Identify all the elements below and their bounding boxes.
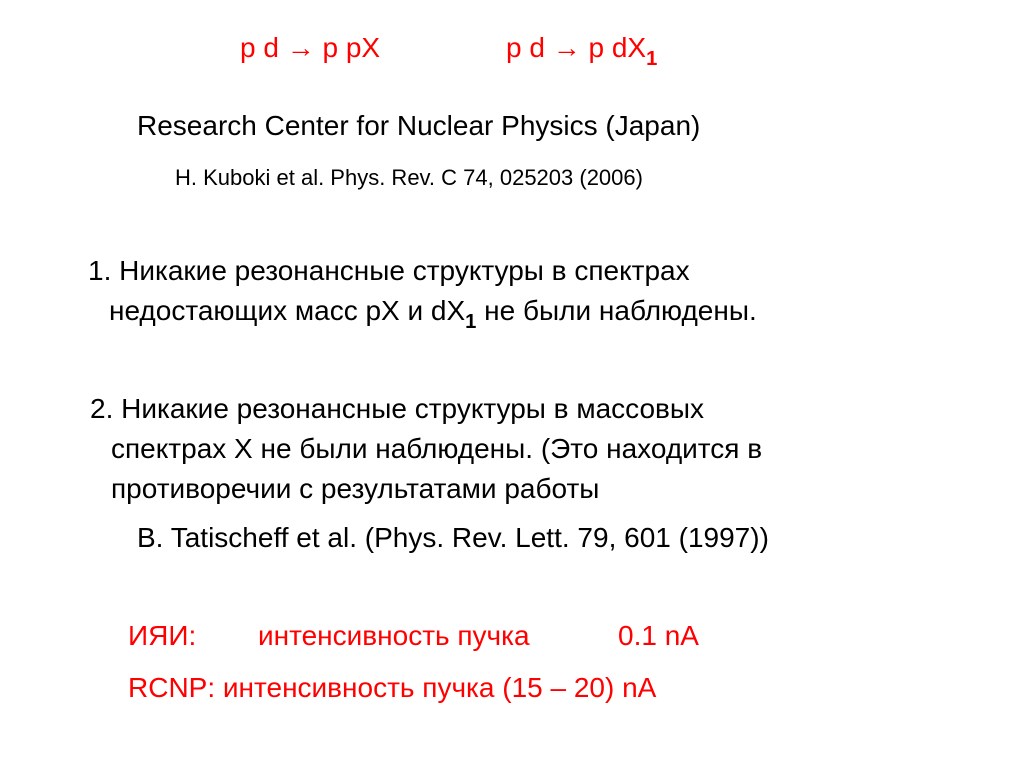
reaction-pdx1-subscript: 1: [646, 47, 658, 70]
reaction-pdx1-text: p d → p dX: [506, 32, 647, 63]
finding-1-line-2-start: недостающих масс pX и dX: [109, 295, 466, 326]
reaction-ppx: [240, 32, 380, 64]
institution-heading: Research Center for Nuclear Physics (Japan): [137, 110, 701, 141]
finding-2: [90, 389, 762, 509]
iyai-intensity-value: 0.1 nA: [618, 620, 699, 651]
iyai-intensity-text: интенсивность пучка: [258, 620, 530, 651]
finding-1-line-2-end: не были наблюдены.: [476, 295, 757, 326]
reaction-pdx1: [506, 32, 658, 70]
finding-1: [88, 251, 757, 334]
kuboki-citation: H. Kuboki et al. Phys. Rev. C 74, 025203 (2006): [175, 165, 643, 190]
finding-2-line-3: противоречии с результатами работы: [111, 473, 600, 504]
iyai-label: ИЯИ:: [128, 620, 197, 651]
tatischeff-reference: B. Tatischeff et al. (Phys. Rev. Lett. 79, 601 (1997)): [137, 522, 769, 553]
finding-2-line-2: спектрах X не были наблюдены. (Это находится в: [111, 433, 763, 464]
finding-1-subscript: 1: [465, 310, 477, 333]
finding-1-line-1: 1. Никакие резонансные структуры в спектрах: [88, 255, 690, 286]
rcnp-intensity: RCNP: интенсивность пучка (15 – 20) nA: [128, 672, 657, 703]
finding-2-line-1: 2. Никакие резонансные структуры в массовых: [90, 393, 705, 424]
finding-1-line-2: [88, 291, 757, 334]
reaction-ppx-text: p d → p pX: [240, 32, 381, 63]
